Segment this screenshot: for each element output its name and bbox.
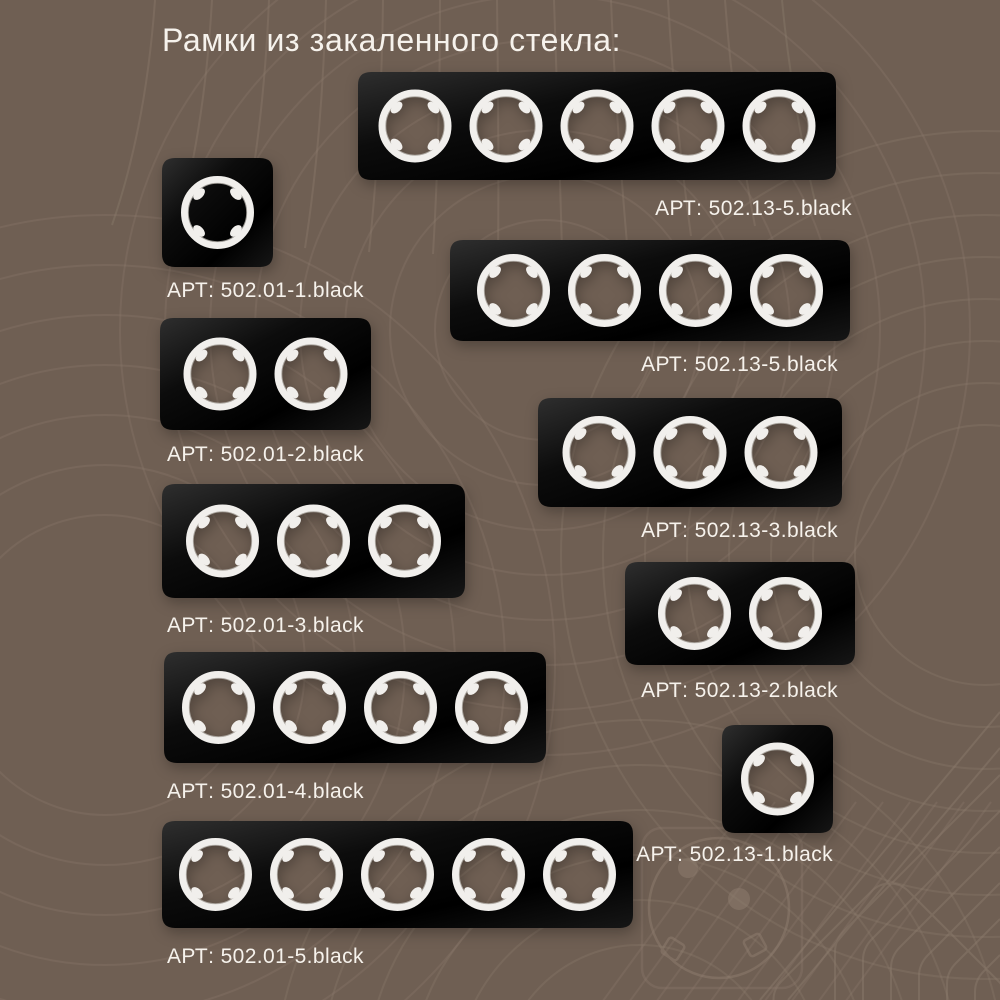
glass-frame-photo: [162, 484, 465, 598]
chrome-ring-icon: [459, 675, 525, 741]
glass-frame-photo: [625, 562, 855, 665]
article-label: АРТ: 502.13-1.black: [636, 843, 833, 866]
product-8-frame-502.13-3.black: [538, 398, 842, 542]
chrome-ring-icon: [187, 341, 253, 407]
product-6-frame-502.13-5.black: [358, 72, 852, 220]
product-5-frame-502.01-5.black: [162, 821, 633, 968]
article-label: АРТ: 502.01-1.black: [167, 279, 364, 302]
chrome-ring-icon: [547, 842, 613, 908]
glass-panel: [164, 652, 546, 763]
chrome-ring-icon: [746, 93, 812, 159]
glass-frame-photo: [160, 318, 371, 430]
chrome-ring-icon: [368, 675, 434, 741]
chrome-ring-icon: [657, 420, 723, 486]
article-label: АРТ: 502.13-3.black: [641, 519, 838, 542]
chrome-ring-icon: [566, 420, 632, 486]
product-10-frame-502.13-1.black: [636, 725, 833, 866]
glass-panel: [162, 158, 273, 267]
glass-panel: [162, 821, 633, 928]
chrome-ring-icon: [372, 508, 438, 574]
glass-panel: [162, 484, 465, 598]
glass-frame-photo: [538, 398, 842, 507]
glass-panel: [358, 72, 836, 180]
article-label: АРТ: 502.13-2.black: [641, 679, 838, 702]
chrome-ring-icon: [190, 508, 256, 574]
chrome-ring-icon: [754, 258, 820, 324]
chrome-ring-icon: [456, 842, 522, 908]
chrome-ring-icon: [745, 746, 811, 812]
chrome-ring-icon: [753, 581, 819, 647]
chrome-ring-icon: [183, 842, 249, 908]
glass-panel: [160, 318, 371, 430]
chrome-ring-icon: [281, 508, 347, 574]
chrome-ring-icon: [277, 675, 343, 741]
article-label: АРТ: 502.01-2.black: [167, 443, 364, 466]
chrome-ring-icon: [186, 675, 252, 741]
article-label: АРТ: 502.01-3.black: [167, 614, 364, 637]
chrome-ring-icon: [564, 93, 630, 159]
article-label: АРТ: 502.01-5.black: [167, 945, 364, 968]
chrome-ring-icon: [663, 258, 729, 324]
glass-frame-photo: [722, 725, 833, 833]
chrome-ring-icon: [662, 581, 728, 647]
chrome-ring-icon: [278, 341, 344, 407]
chrome-ring-icon: [572, 258, 638, 324]
product-1-frame-502.01-1.black: [162, 158, 364, 302]
glass-frame-photo: [450, 240, 850, 341]
glass-frame-photo: [162, 821, 633, 928]
chrome-ring-icon: [365, 842, 431, 908]
chrome-ring-icon: [481, 258, 547, 324]
product-4-frame-502.01-4.black: [164, 652, 546, 803]
chrome-ring-icon: [473, 93, 539, 159]
glass-frame-photo: [358, 72, 836, 180]
product-2-frame-502.01-2.black: [160, 318, 371, 466]
chrome-ring-icon: [748, 420, 814, 486]
article-label: АРТ: 502.01-4.black: [167, 780, 364, 803]
product-7-frame-502.13-5.black: [450, 240, 850, 376]
chrome-ring-icon: [274, 842, 340, 908]
chrome-ring-icon: [382, 93, 448, 159]
glass-frame-photo: [164, 652, 546, 763]
glass-panel: [722, 725, 833, 833]
product-9-frame-502.13-2.black: [625, 562, 855, 702]
chrome-ring-icon: [655, 93, 721, 159]
article-label: АРТ: 502.13-5.black: [655, 197, 852, 220]
glass-frame-photo: [162, 158, 273, 267]
glass-panel: [538, 398, 842, 507]
article-label: АРТ: 502.13-5.black: [641, 353, 838, 376]
product-3-frame-502.01-3.black: [162, 484, 465, 637]
page-title: Рамки из закаленного стекла:: [162, 22, 622, 58]
